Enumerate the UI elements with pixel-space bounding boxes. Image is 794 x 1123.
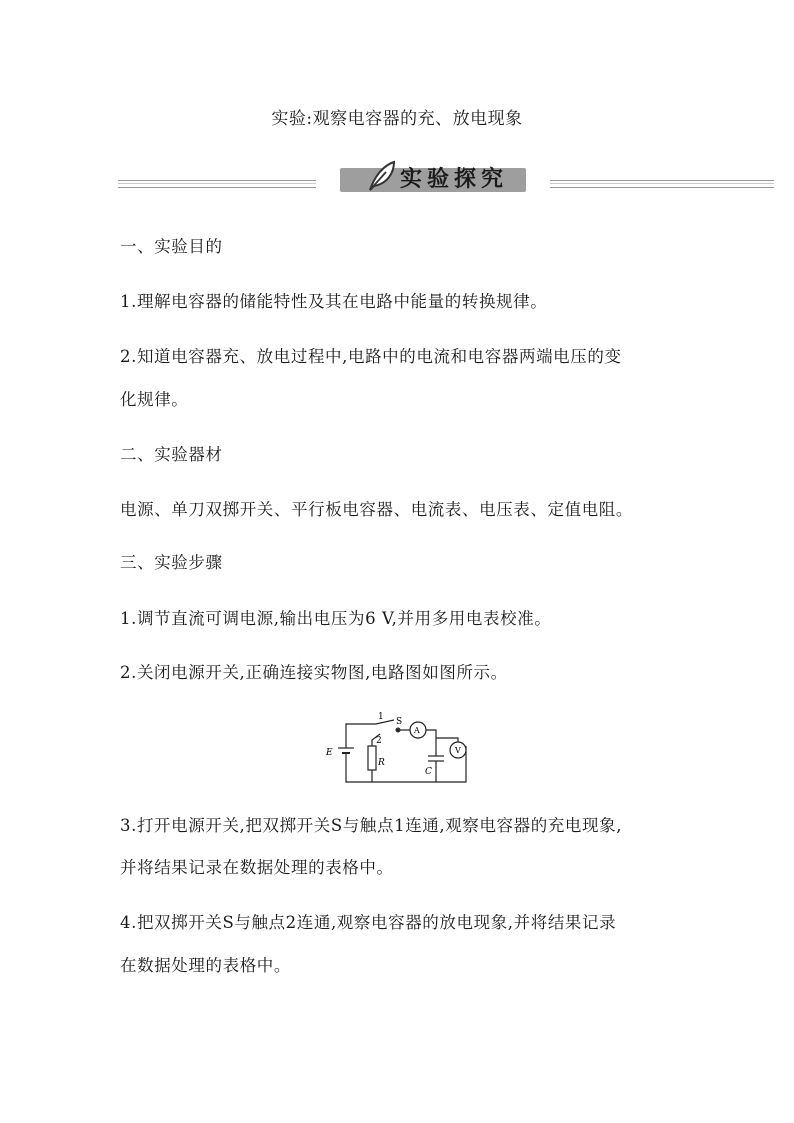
section-banner — [118, 158, 774, 194]
voltmeter-label: V — [455, 746, 461, 755]
source-label: E — [326, 748, 333, 758]
section-heading-purpose: 一、实验目的 — [120, 237, 223, 256]
resistor-label: R — [378, 758, 385, 768]
section-heading-steps: 三、实验步骤 — [120, 553, 223, 572]
capacitor-label: C — [425, 767, 432, 777]
step-1: 1.调节直流可调电源,输出电压为6 V,并用多用电表校准。 — [120, 609, 552, 628]
page-title: 实验:观察电容器的充、放电现象 — [271, 109, 523, 129]
step-2: 2.关闭电源开关,正确连接实物图,电路图如图所示。 — [120, 663, 508, 682]
switch-label: S — [396, 717, 403, 727]
step-4-line-1: 4.把双掷开关S与触点2连通,观察电容器的放电现象,并将结果记录 — [120, 913, 617, 932]
equipment-list: 电源、单刀双掷开关、平行板电容器、电流表、电压表、定值电阻。 — [120, 500, 633, 519]
step-3-line-1: 3.打开电源开关,把双掷开关S与触点1连通,观察电容器的充电现象, — [120, 816, 623, 835]
banner-rule-right — [550, 180, 774, 188]
ammeter-label: A — [414, 726, 420, 735]
section-heading-equipment: 二、实验器材 — [120, 445, 223, 464]
step-3-line-2: 并将结果记录在数据处理的表格中。 — [120, 858, 394, 877]
contact-2-label: 2 — [376, 736, 382, 746]
purpose-item-2-line-1: 2.知道电容器充、放电过程中,电路中的电流和电容器两端电压的变 — [120, 347, 622, 366]
purpose-item-2-line-2: 化规律。 — [120, 390, 189, 409]
banner-rule-left — [118, 180, 316, 188]
banner-label: 实验探究 — [400, 167, 509, 192]
contact-1-label: 1 — [378, 712, 384, 722]
leaf-icon — [364, 158, 400, 194]
purpose-item-1: 1.理解电容器的储能特性及其在电路中能量的转换规律。 — [120, 292, 548, 311]
step-4-line-2: 在数据处理的表格中。 — [120, 956, 291, 975]
circuit-diagram — [318, 710, 468, 790]
